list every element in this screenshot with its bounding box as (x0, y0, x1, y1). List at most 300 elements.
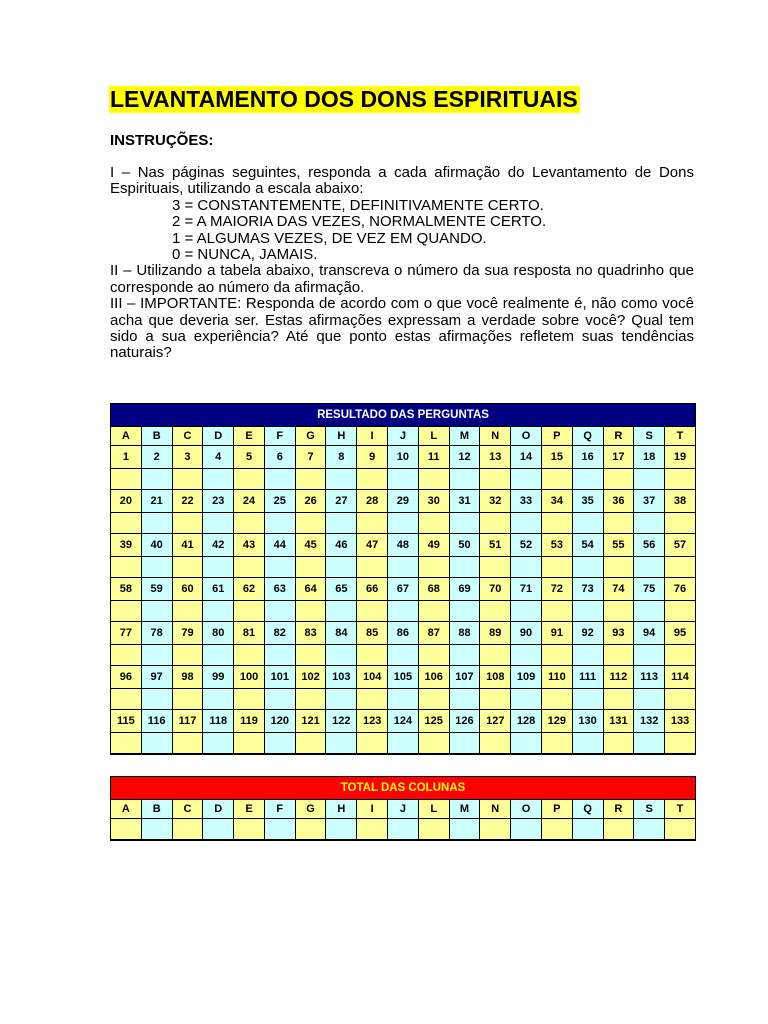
question-number-cell: 124 (388, 710, 419, 733)
answer-input-cell[interactable] (357, 733, 388, 755)
column-total-input-cell[interactable] (572, 819, 603, 841)
question-number-cell: 63 (264, 578, 295, 601)
question-number-cell: 105 (388, 666, 419, 689)
answer-input-cell[interactable] (203, 513, 234, 534)
question-number-cell: 33 (511, 490, 542, 513)
results-column-letter: L (418, 427, 449, 446)
column-total-input-cell[interactable] (603, 819, 634, 841)
totals-column-letter: H (326, 800, 357, 819)
answer-input-cell[interactable] (234, 645, 265, 666)
answer-input-cell[interactable] (264, 689, 295, 710)
question-number-cell: 81 (234, 622, 265, 645)
totals-column-letter: D (203, 800, 234, 819)
question-number-cell: 130 (572, 710, 603, 733)
question-number-cell: 34 (541, 490, 572, 513)
question-number-cell: 95 (665, 622, 696, 645)
results-column-letter: R (603, 427, 634, 446)
question-number-cell: 37 (634, 490, 665, 513)
answer-input-cell[interactable] (449, 557, 480, 578)
question-number-cell: 118 (203, 710, 234, 733)
column-total-input-cell[interactable] (357, 819, 388, 841)
answer-input-cell[interactable] (357, 469, 388, 490)
answer-input-cell[interactable] (449, 733, 480, 755)
question-number-cell: 84 (326, 622, 357, 645)
question-number-cell: 113 (634, 666, 665, 689)
answer-input-cell[interactable] (603, 469, 634, 490)
answer-input-cell[interactable] (388, 733, 419, 755)
question-number-cell: 44 (264, 534, 295, 557)
question-number-cell: 127 (480, 710, 511, 733)
answer-input-cell[interactable] (634, 513, 665, 534)
answer-input-cell[interactable] (172, 513, 203, 534)
question-number-cell: 74 (603, 578, 634, 601)
column-total-input-cell[interactable] (541, 819, 572, 841)
answer-input-cell[interactable] (388, 469, 419, 490)
question-number-cell: 1 (111, 446, 142, 469)
answer-input-cell[interactable] (572, 601, 603, 622)
question-number-cell: 47 (357, 534, 388, 557)
question-number-cell: 88 (449, 622, 480, 645)
answer-input-cell[interactable] (572, 645, 603, 666)
results-column-letter: A (111, 427, 142, 446)
question-number-cell: 100 (234, 666, 265, 689)
answer-input-cell[interactable] (234, 513, 265, 534)
answer-input-cell[interactable] (603, 645, 634, 666)
results-column-letter: O (511, 427, 542, 446)
question-number-cell: 102 (295, 666, 326, 689)
answer-input-cell[interactable] (480, 601, 511, 622)
answer-input-cell[interactable] (480, 689, 511, 710)
answer-input-cell[interactable] (541, 513, 572, 534)
question-number-cell: 7 (295, 446, 326, 469)
question-number-cell: 65 (326, 578, 357, 601)
answer-input-cell[interactable] (141, 513, 172, 534)
scale-item: 1 = ALGUMAS VEZES, DE VEZ EM QUANDO. (172, 229, 487, 247)
question-number-cell: 27 (326, 490, 357, 513)
question-number-cell: 90 (511, 622, 542, 645)
answer-input-cell[interactable] (234, 601, 265, 622)
question-number-cell: 25 (264, 490, 295, 513)
scale-item: 3 = CONSTANTEMENTE, DEFINITIVAMENTE CERTO. (172, 196, 544, 214)
question-number-cell: 129 (541, 710, 572, 733)
question-number-cell: 11 (418, 446, 449, 469)
question-number-cell: 106 (418, 666, 449, 689)
column-total-input-cell[interactable] (295, 819, 326, 841)
answer-input-cell[interactable] (326, 469, 357, 490)
answer-input-cell[interactable] (603, 689, 634, 710)
answer-input-cell[interactable] (357, 513, 388, 534)
totals-column-letter: A (111, 800, 142, 819)
question-number-cell: 104 (357, 666, 388, 689)
answer-input-cell[interactable] (234, 733, 265, 755)
answer-input-cell[interactable] (234, 557, 265, 578)
results-table-header: RESULTADO DAS PERGUNTAS (111, 404, 696, 427)
answer-input-cell[interactable] (418, 645, 449, 666)
answer-input-cell[interactable] (111, 689, 142, 710)
question-number-cell: 111 (572, 666, 603, 689)
answer-input-cell[interactable] (665, 689, 696, 710)
answer-input-cell[interactable] (449, 469, 480, 490)
answer-input-cell[interactable] (511, 601, 542, 622)
totals-column-letter: P (541, 800, 572, 819)
answer-input-cell[interactable] (572, 689, 603, 710)
answer-input-cell[interactable] (541, 645, 572, 666)
answer-input-cell[interactable] (418, 733, 449, 755)
question-number-cell: 22 (172, 490, 203, 513)
answer-input-cell[interactable] (295, 645, 326, 666)
question-number-cell: 13 (480, 446, 511, 469)
answer-input-cell[interactable] (141, 557, 172, 578)
column-total-input-cell[interactable] (111, 819, 142, 841)
column-total-input-cell[interactable] (172, 819, 203, 841)
results-column-letter: I (357, 427, 388, 446)
question-number-cell: 10 (388, 446, 419, 469)
question-number-cell: 20 (111, 490, 142, 513)
question-number-cell: 131 (603, 710, 634, 733)
column-total-input-cell[interactable] (511, 819, 542, 841)
question-number-cell: 61 (203, 578, 234, 601)
question-number-cell: 99 (203, 666, 234, 689)
answer-input-cell[interactable] (203, 557, 234, 578)
question-number-cell: 60 (172, 578, 203, 601)
results-column-letter: M (449, 427, 480, 446)
results-column-letter: G (295, 427, 326, 446)
column-total-input-cell[interactable] (203, 819, 234, 841)
question-number-cell: 4 (203, 446, 234, 469)
answer-input-cell[interactable] (295, 601, 326, 622)
answer-input-cell[interactable] (541, 557, 572, 578)
results-column-letter: N (480, 427, 511, 446)
question-number-cell: 125 (418, 710, 449, 733)
answer-input-cell[interactable] (388, 601, 419, 622)
answer-input-cell[interactable] (449, 513, 480, 534)
question-number-cell: 35 (572, 490, 603, 513)
answer-input-cell[interactable] (357, 557, 388, 578)
question-number-cell: 69 (449, 578, 480, 601)
question-number-cell: 9 (357, 446, 388, 469)
answer-input-cell[interactable] (111, 601, 142, 622)
question-number-cell: 24 (234, 490, 265, 513)
totals-column-letter: N (480, 800, 511, 819)
column-total-input-cell[interactable] (634, 819, 665, 841)
answer-input-cell[interactable] (264, 557, 295, 578)
answer-input-cell[interactable] (480, 733, 511, 755)
answer-input-cell[interactable] (295, 513, 326, 534)
totals-column-letter: Q (572, 800, 603, 819)
question-number-cell: 126 (449, 710, 480, 733)
answer-input-cell[interactable] (111, 733, 142, 755)
column-total-input-cell[interactable] (234, 819, 265, 841)
totals-column-letter: R (603, 800, 634, 819)
answer-input-cell[interactable] (172, 733, 203, 755)
answer-input-cell[interactable] (234, 689, 265, 710)
answer-input-cell[interactable] (326, 513, 357, 534)
question-number-cell: 36 (603, 490, 634, 513)
question-number-cell: 23 (203, 490, 234, 513)
question-number-cell: 29 (388, 490, 419, 513)
answer-input-cell[interactable] (203, 645, 234, 666)
question-number-cell: 116 (141, 710, 172, 733)
totals-table (110, 776, 696, 841)
answer-input-cell[interactable] (480, 557, 511, 578)
column-total-input-cell[interactable] (388, 819, 419, 841)
answer-input-cell[interactable] (449, 601, 480, 622)
answer-input-cell[interactable] (634, 645, 665, 666)
question-number-cell: 16 (572, 446, 603, 469)
answer-input-cell[interactable] (141, 645, 172, 666)
answer-input-cell[interactable] (264, 645, 295, 666)
question-number-cell: 38 (665, 490, 696, 513)
answer-input-cell[interactable] (665, 513, 696, 534)
answer-input-cell[interactable] (572, 469, 603, 490)
answer-input-cell[interactable] (603, 513, 634, 534)
column-total-input-cell[interactable] (480, 819, 511, 841)
column-total-input-cell[interactable] (326, 819, 357, 841)
answer-input-cell[interactable] (541, 469, 572, 490)
totals-column-letter: E (234, 800, 265, 819)
question-number-cell: 31 (449, 490, 480, 513)
question-number-cell: 93 (603, 622, 634, 645)
answer-input-cell[interactable] (541, 601, 572, 622)
answer-input-cell[interactable] (264, 733, 295, 755)
answer-input-cell[interactable] (603, 601, 634, 622)
question-number-cell: 76 (665, 578, 696, 601)
answer-input-cell[interactable] (480, 469, 511, 490)
answer-input-cell[interactable] (357, 689, 388, 710)
question-number-cell: 21 (141, 490, 172, 513)
question-number-cell: 82 (264, 622, 295, 645)
answer-input-cell[interactable] (603, 557, 634, 578)
answer-input-cell[interactable] (418, 513, 449, 534)
page-title: LEVANTAMENTO DOS DONS ESPIRITUAIS (110, 86, 578, 112)
results-table (110, 403, 696, 755)
question-number-cell: 94 (634, 622, 665, 645)
question-number-cell: 15 (541, 446, 572, 469)
answer-input-cell[interactable] (665, 469, 696, 490)
question-number-cell: 42 (203, 534, 234, 557)
question-number-cell: 49 (418, 534, 449, 557)
column-total-input-cell[interactable] (665, 819, 696, 841)
results-column-letter: C (172, 427, 203, 446)
answer-input-cell[interactable] (172, 689, 203, 710)
question-number-cell: 68 (418, 578, 449, 601)
answer-input-cell[interactable] (603, 733, 634, 755)
question-number-cell: 85 (357, 622, 388, 645)
answer-input-cell[interactable] (511, 513, 542, 534)
totals-column-letter: B (141, 800, 172, 819)
answer-input-cell[interactable] (111, 557, 142, 578)
question-number-cell: 114 (665, 666, 696, 689)
answer-input-cell[interactable] (326, 601, 357, 622)
answer-input-cell[interactable] (141, 733, 172, 755)
answer-input-cell[interactable] (203, 469, 234, 490)
answer-input-cell[interactable] (418, 689, 449, 710)
answer-input-cell[interactable] (357, 645, 388, 666)
column-total-input-cell[interactable] (141, 819, 172, 841)
answer-input-cell[interactable] (418, 601, 449, 622)
answer-input-cell[interactable] (480, 645, 511, 666)
answer-input-cell[interactable] (572, 733, 603, 755)
question-number-cell: 3 (172, 446, 203, 469)
answer-input-cell[interactable] (141, 601, 172, 622)
column-total-input-cell[interactable] (264, 819, 295, 841)
question-number-cell: 62 (234, 578, 265, 601)
totals-column-letter: L (418, 800, 449, 819)
question-number-cell: 66 (357, 578, 388, 601)
question-number-cell: 14 (511, 446, 542, 469)
question-number-cell: 18 (634, 446, 665, 469)
question-number-cell: 78 (141, 622, 172, 645)
question-number-cell: 83 (295, 622, 326, 645)
question-number-cell: 103 (326, 666, 357, 689)
answer-input-cell[interactable] (172, 601, 203, 622)
answer-input-cell[interactable] (634, 557, 665, 578)
answer-input-cell[interactable] (511, 469, 542, 490)
answer-input-cell[interactable] (141, 689, 172, 710)
question-number-cell: 109 (511, 666, 542, 689)
question-number-cell: 46 (326, 534, 357, 557)
answer-input-cell[interactable] (511, 557, 542, 578)
answer-input-cell[interactable] (388, 645, 419, 666)
question-number-cell: 6 (264, 446, 295, 469)
answer-input-cell[interactable] (326, 557, 357, 578)
question-number-cell: 55 (603, 534, 634, 557)
answer-input-cell[interactable] (634, 689, 665, 710)
scale-item: 2 = A MAIORIA DAS VEZES, NORMALMENTE CERTO. (172, 213, 547, 231)
answer-input-cell[interactable] (388, 689, 419, 710)
question-number-cell: 77 (111, 622, 142, 645)
totals-column-letter: G (295, 800, 326, 819)
results-column-letter: J (388, 427, 419, 446)
answer-input-cell[interactable] (572, 513, 603, 534)
answer-input-cell[interactable] (326, 645, 357, 666)
question-number-cell: 86 (388, 622, 419, 645)
answer-input-cell[interactable] (665, 733, 696, 755)
scale-item: 0 = NUNCA, JAMAIS. (172, 246, 318, 264)
answer-input-cell[interactable] (388, 557, 419, 578)
answer-input-cell[interactable] (572, 557, 603, 578)
question-number-cell: 51 (480, 534, 511, 557)
question-number-cell: 120 (264, 710, 295, 733)
answer-input-cell[interactable] (295, 733, 326, 755)
answer-input-cell[interactable] (449, 645, 480, 666)
answer-input-cell[interactable] (172, 645, 203, 666)
answer-input-cell[interactable] (264, 513, 295, 534)
answer-input-cell[interactable] (634, 733, 665, 755)
instructions-body (110, 165, 694, 362)
totals-column-letter: I (357, 800, 388, 819)
question-number-cell: 108 (480, 666, 511, 689)
answer-input-cell[interactable] (111, 645, 142, 666)
question-number-cell: 121 (295, 710, 326, 733)
answer-input-cell[interactable] (511, 645, 542, 666)
answer-input-cell[interactable] (541, 689, 572, 710)
answer-input-cell[interactable] (357, 601, 388, 622)
answer-input-cell[interactable] (203, 601, 234, 622)
answer-input-cell[interactable] (511, 733, 542, 755)
question-number-cell: 110 (541, 666, 572, 689)
answer-input-cell[interactable] (634, 601, 665, 622)
question-number-cell: 53 (541, 534, 572, 557)
results-column-letter: Q (572, 427, 603, 446)
results-column-letter: E (234, 427, 265, 446)
question-number-cell: 59 (141, 578, 172, 601)
answer-input-cell[interactable] (665, 601, 696, 622)
answer-input-cell[interactable] (388, 513, 419, 534)
answer-input-cell[interactable] (295, 689, 326, 710)
question-number-cell: 5 (234, 446, 265, 469)
answer-input-cell[interactable] (264, 601, 295, 622)
totals-column-letter: J (388, 800, 419, 819)
totals-column-letter: C (172, 800, 203, 819)
question-number-cell: 112 (603, 666, 634, 689)
question-number-cell: 98 (172, 666, 203, 689)
answer-input-cell[interactable] (111, 513, 142, 534)
question-number-cell: 39 (111, 534, 142, 557)
results-column-letter: S (634, 427, 665, 446)
answer-input-cell[interactable] (480, 513, 511, 534)
column-total-input-cell[interactable] (449, 819, 480, 841)
question-number-cell: 2 (141, 446, 172, 469)
question-number-cell: 97 (141, 666, 172, 689)
question-number-cell: 72 (541, 578, 572, 601)
answer-input-cell[interactable] (111, 469, 142, 490)
answer-input-cell[interactable] (295, 557, 326, 578)
answer-input-cell[interactable] (264, 469, 295, 490)
answer-input-cell[interactable] (418, 469, 449, 490)
question-number-cell: 119 (234, 710, 265, 733)
question-number-cell: 89 (480, 622, 511, 645)
column-total-input-cell[interactable] (418, 819, 449, 841)
question-number-cell: 50 (449, 534, 480, 557)
question-number-cell: 43 (234, 534, 265, 557)
answer-input-cell[interactable] (418, 557, 449, 578)
question-number-cell: 32 (480, 490, 511, 513)
question-number-cell: 58 (111, 578, 142, 601)
answer-input-cell[interactable] (326, 689, 357, 710)
question-number-cell: 54 (572, 534, 603, 557)
question-number-cell: 128 (511, 710, 542, 733)
question-number-cell: 48 (388, 534, 419, 557)
answer-input-cell[interactable] (234, 469, 265, 490)
answer-input-cell[interactable] (326, 733, 357, 755)
question-number-cell: 79 (172, 622, 203, 645)
question-number-cell: 107 (449, 666, 480, 689)
answer-input-cell[interactable] (172, 557, 203, 578)
answer-input-cell[interactable] (665, 645, 696, 666)
answer-input-cell[interactable] (449, 689, 480, 710)
answer-input-cell[interactable] (634, 469, 665, 490)
question-number-cell: 70 (480, 578, 511, 601)
answer-input-cell[interactable] (203, 733, 234, 755)
instruction-paragraph-3: III – IMPORTANTE: Responda de acordo com o que você realmente é, não como você acha que deveria ser. Estas afirmações expressam a verdade sobre você? Qual tem sido a sua experiência? Até que ponto estas afirmações refletem suas tendências naturais? (110, 295, 694, 362)
answer-input-cell[interactable] (141, 469, 172, 490)
answer-input-cell[interactable] (511, 689, 542, 710)
results-column-letter: B (141, 427, 172, 446)
question-number-cell: 123 (357, 710, 388, 733)
question-number-cell: 80 (203, 622, 234, 645)
totals-column-letter: T (665, 800, 696, 819)
answer-input-cell[interactable] (172, 469, 203, 490)
answer-input-cell[interactable] (295, 469, 326, 490)
totals-column-letter: S (634, 800, 665, 819)
instructions-heading: INSTRUÇÕES: (110, 132, 214, 149)
question-number-cell: 26 (295, 490, 326, 513)
answer-input-cell[interactable] (665, 557, 696, 578)
answer-input-cell[interactable] (203, 689, 234, 710)
answer-input-cell[interactable] (541, 733, 572, 755)
totals-column-letter: O (511, 800, 542, 819)
